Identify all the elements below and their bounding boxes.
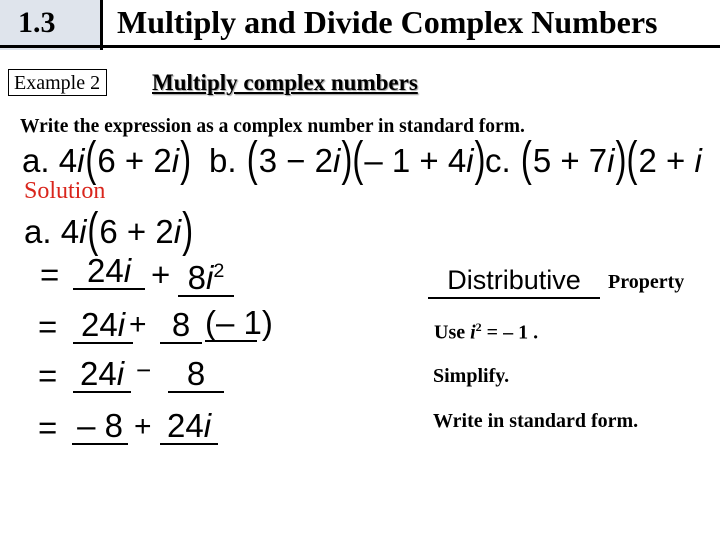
- line4-term2-num: 24: [166, 407, 204, 444]
- line1-term2: [178, 254, 234, 297]
- example-title: Multiply complex numbers: [152, 70, 418, 95]
- line3-term1-var: i: [116, 355, 125, 392]
- line1-term2-exp: 2: [213, 260, 225, 282]
- line1-equals: =: [40, 256, 60, 293]
- problem-b: b. (3 − 2i)(– 1 + 4i): [209, 131, 486, 186]
- reason2-exp: 2: [475, 320, 482, 334]
- problem-c-factor2-var: i: [694, 142, 702, 179]
- line1-operator: +: [151, 256, 171, 293]
- line4-term1: – 8: [72, 409, 128, 445]
- section-number: 1.3: [18, 6, 56, 39]
- line1-term1: [73, 254, 145, 290]
- line3-term1: [73, 357, 131, 393]
- line1-term1-var: i: [123, 252, 132, 289]
- line4-term2: [160, 409, 218, 445]
- instruction-text: Write the expression as a complex number in standard form.: [20, 116, 525, 137]
- page-title: Multiply and Divide Complex Numbers: [117, 4, 658, 40]
- line2-equals: =: [38, 308, 58, 345]
- problem-c-factor1: 5 + 7: [532, 142, 608, 179]
- reason2-text: [434, 320, 538, 345]
- line4-operator: +: [134, 410, 152, 443]
- line3-operator: −: [136, 355, 152, 385]
- problem-a: a. 4i(6 + 2i): [22, 131, 192, 186]
- line2-term1-num: 24: [80, 306, 118, 343]
- solution-a-inner: 6 + 2: [99, 213, 174, 250]
- problem-a-inner-var: i: [171, 142, 180, 179]
- solution-heading: Solution: [24, 178, 106, 204]
- reason3-text: Simplify.: [433, 365, 510, 387]
- line3-equals: =: [38, 357, 58, 394]
- solution-a-var: i: [79, 213, 87, 250]
- line2-operator: +: [129, 308, 147, 341]
- line2-term1-var: i: [117, 306, 126, 343]
- problem-b-factor2-var: i: [466, 142, 474, 179]
- problem-a-coef: 4: [58, 142, 78, 179]
- line3-term2: 8: [168, 357, 224, 393]
- line4-equals: =: [38, 409, 58, 446]
- reason4-text: Write in standard form.: [433, 410, 639, 432]
- line4-term2-var: i: [203, 407, 212, 444]
- line3-term1-num: 24: [79, 355, 117, 392]
- line2-term2: 8: [160, 308, 202, 344]
- problem-b-factor1-var: i: [333, 142, 341, 179]
- line1-term2-var: i: [206, 259, 214, 296]
- reason2-pre: Use: [434, 321, 471, 344]
- problem-a-inner: 6 + 2: [97, 142, 172, 179]
- reason2-var: i: [470, 321, 476, 344]
- solution-part-a: a. 4i(6 + 2i): [24, 202, 194, 257]
- problem-b-factor2: – 1 + 4: [364, 142, 467, 179]
- section-badge: [0, 0, 103, 50]
- problem-b-label: b.: [209, 142, 237, 179]
- problem-c-factor1-var: i: [607, 142, 615, 179]
- reason1-text: Property: [608, 271, 685, 293]
- problem-c: c. (5 + 7i)(2 + i: [485, 131, 702, 186]
- line1-term2-num: 8: [187, 259, 206, 296]
- problem-a-label: a.: [22, 142, 50, 179]
- line2-term1: [73, 308, 133, 344]
- reason1-fill: Distributive: [428, 263, 600, 299]
- reason2-post: = – 1 .: [481, 321, 539, 344]
- line1-term1-num: 24: [86, 252, 124, 289]
- problem-c-factor2: 2 +: [638, 142, 695, 179]
- example-label: Example 2: [8, 69, 107, 96]
- solution-a-label: a.: [24, 213, 52, 250]
- solution-a-inner-var: i: [173, 213, 182, 250]
- problem-a-var: i: [77, 142, 85, 179]
- problem-b-factor1: 3 − 2: [258, 142, 334, 179]
- solution-a-coef: 4: [60, 213, 80, 250]
- problem-c-label: c.: [485, 142, 511, 179]
- header-divider: [0, 45, 720, 48]
- line2-term3: (– 1): [205, 304, 273, 341]
